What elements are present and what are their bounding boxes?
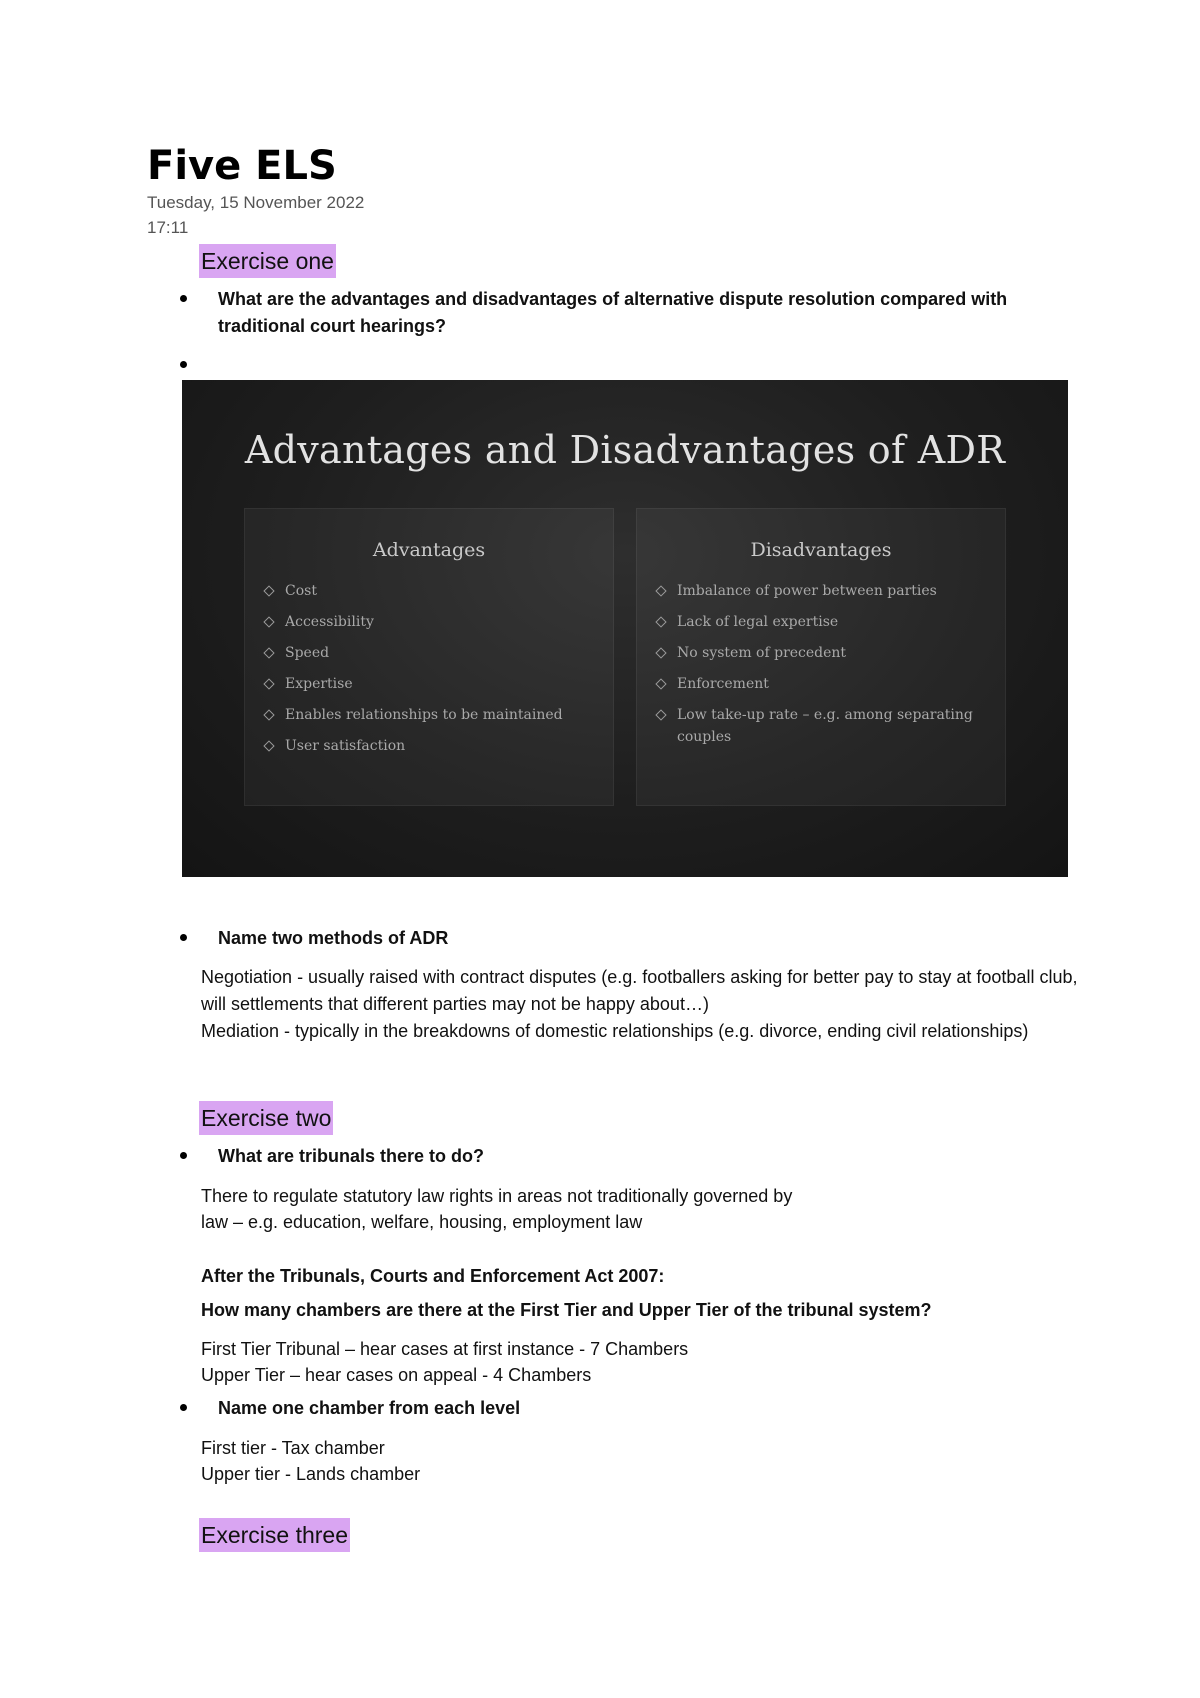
question-adr-methods: Name two methods of ADR [218, 928, 449, 948]
question-adr-advantages: What are the advantages and disadvantages of alternative dispute resolution compared with traditional court hearings? [218, 289, 1008, 336]
diamond-bullet-icon [263, 709, 274, 720]
exercise-three-heading: Exercise three [199, 1518, 350, 1552]
list-item: User satisfaction [263, 735, 599, 757]
list-item: Imbalance of power between parties [655, 580, 991, 602]
page-time: 17:11 [147, 218, 189, 237]
answer-upper-tier: Upper Tier – hear cases on appeal - 4 Chambers [201, 1365, 592, 1385]
diamond-bullet-icon [263, 585, 274, 596]
answer-negotiation: Negotiation - usually raised with contract disputes (e.g. footballers asking for better pay to stay at football club, will settlements that different parties may not be happy about…) [201, 967, 1078, 1014]
diamond-bullet-icon [655, 678, 666, 689]
diamond-bullet-icon [263, 740, 274, 751]
question-tribunals-purpose: What are tribunals there to do? [218, 1146, 485, 1166]
disadvantages-list [655, 580, 991, 757]
list-item: No system of precedent [655, 642, 991, 664]
list-item: Low take-up rate – e.g. among separating couples [655, 704, 991, 748]
answer-first-tier: First Tier Tribunal – hear cases at first instance - 7 Chambers [201, 1339, 689, 1359]
bullet-icon [180, 1152, 187, 1159]
slide-title: Advantages and Disadvantages of ADR [244, 428, 1006, 472]
diamond-bullet-icon [655, 709, 666, 720]
diamond-bullet-icon [655, 647, 666, 658]
page-date: Tuesday, 15 November 2022 [147, 193, 365, 212]
list-item: Lack of legal expertise [655, 611, 991, 633]
diamond-bullet-icon [263, 678, 274, 689]
list-item: Enforcement [655, 673, 991, 695]
bullet-icon [180, 295, 187, 302]
list-item: Enables relationships to be maintained [263, 704, 599, 726]
advantages-heading: Advantages [372, 539, 486, 561]
bullet-icon [180, 1404, 187, 1411]
diamond-bullet-icon [655, 585, 666, 596]
diamond-bullet-icon [263, 616, 274, 627]
page-title: Five ELS [147, 143, 337, 189]
answer-mediation: Mediation - typically in the breakdowns of domestic relationships (e.g. divorce, ending civil relationships) [201, 1021, 1029, 1041]
subquestion-chambers: How many chambers are there at the First Tier and Upper Tier of the tribunal system? [201, 1300, 932, 1320]
bullet-icon [180, 934, 187, 941]
answer-tribunals-line2: law – e.g. education, welfare, housing, employment law [201, 1212, 643, 1232]
list-item: Speed [263, 642, 599, 664]
diamond-bullet-icon [263, 647, 274, 658]
question-one-chamber: Name one chamber from each level [218, 1398, 521, 1418]
subquestion-act-2007: After the Tribunals, Courts and Enforcement Act 2007: [201, 1266, 665, 1286]
bullet-icon [180, 361, 187, 368]
answer-tribunals-line1: There to regulate statutory law rights in areas not traditionally governed by [201, 1186, 793, 1206]
advantages-panel [244, 508, 614, 806]
list-item: Cost [263, 580, 599, 602]
disadvantages-panel [636, 508, 1006, 806]
advantages-list [263, 580, 599, 766]
slide-image [182, 380, 1068, 877]
list-item: Accessibility [263, 611, 599, 633]
answer-upper-tier-chamber: Upper tier - Lands chamber [201, 1464, 421, 1484]
list-item: Expertise [263, 673, 599, 695]
exercise-two-heading: Exercise two [199, 1101, 333, 1135]
answer-first-tier-chamber: First tier - Tax chamber [201, 1438, 385, 1458]
exercise-one-heading: Exercise one [199, 244, 336, 278]
disadvantages-heading: Disadvantages [750, 539, 892, 561]
diamond-bullet-icon [655, 616, 666, 627]
